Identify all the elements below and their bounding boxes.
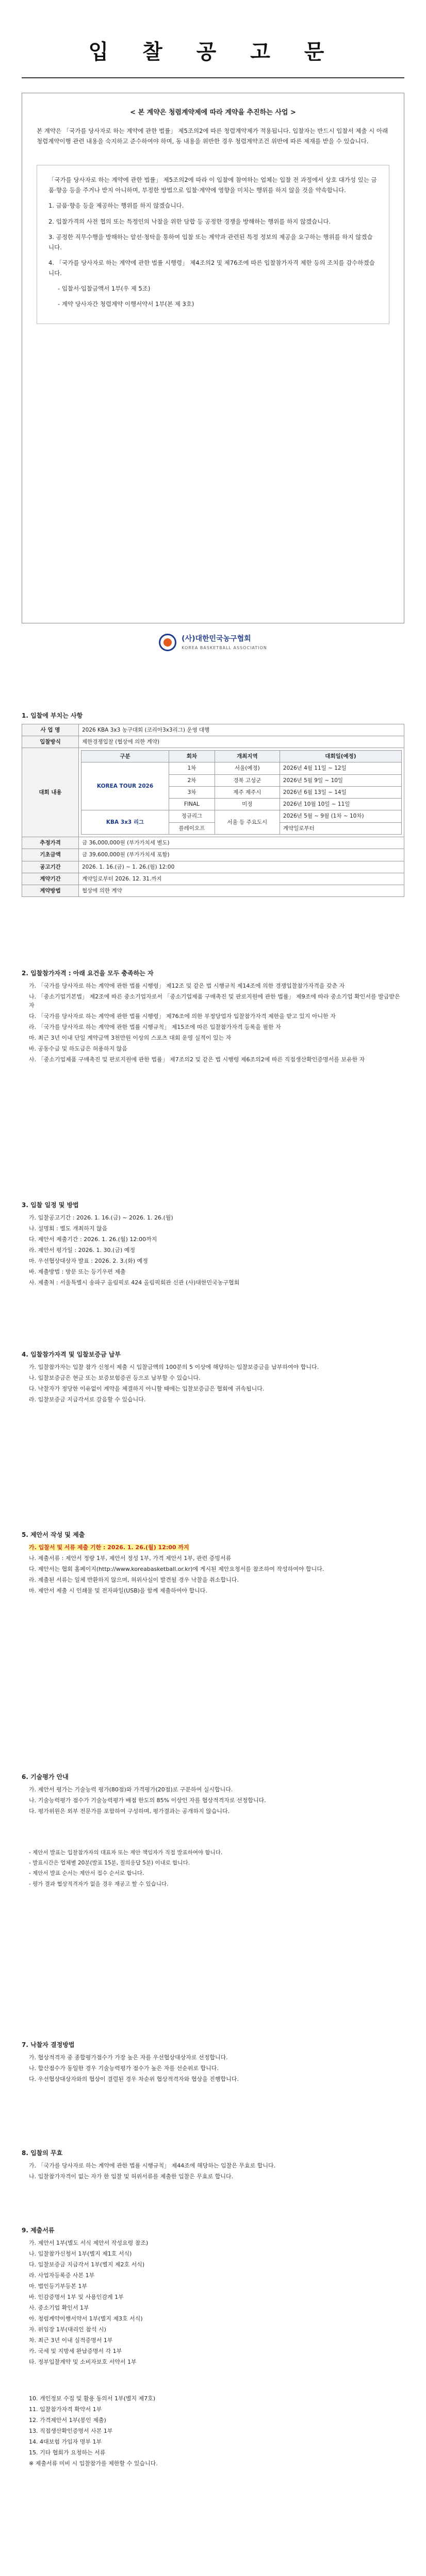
list-item: 15. 기타 협회가 요청하는 서류 [29,2449,106,2456]
org-name-en: KOREA BASKETBALL ASSOCIATION [182,645,267,650]
deadline-notice [22,1543,404,1552]
list-item: 타. 정부입찰계약 및 소비자보호 서약서 1부 [29,2359,137,2366]
list-item: 나. 입찰보증금은 현금 또는 보증보험증권 등으로 납부할 수 있습니다. [29,1374,201,1381]
notice-item: 4. 「국가를 당사자로 하는 계약에 관한 법률 시행령」 제4조의2 및 제76조에 따른 입찰참가자격 제한 등의 조치를 감수하겠습니다. [48,259,375,277]
table-cell: KBA 3x3 리그 [81,810,169,835]
row-label: 입찰방식 [22,736,79,748]
col-header: 대회일(예정) [280,751,401,762]
table-cell: 경북 고성군 [215,774,280,786]
list-item: 바. 공동수급 및 하도급은 허용하지 않음 [29,1045,127,1052]
list-item: 다. 입찰보증금 지급각서 1부(별지 제2호 서식) [29,2261,145,2268]
list-item: 가. 협상적격자 중 종합평가점수가 가장 높은 자를 우선협상대상자로 선정합니다. [29,2054,228,2061]
section-3 [22,1200,404,1289]
list-item: 가. 입찰공고기간 : 2026. 1. 16.(금) ~ 2026. 1. 26.(월) [29,1214,173,1221]
table-cell: 계약일로부터 [280,822,401,834]
row-value: 2026. 1. 16.(금) ~ 1. 26.(월) 12:00 [79,861,404,873]
table-cell: KOREA TOUR 2026 [81,762,169,810]
notice-pledge-text: 「국가를 당사자로 하는 계약에 관한 법률」 제5조의2에 따라 이 입찰에 참여하는 업체는 입찰 전 과정에서 상호 대가성 있는 금품·향응 등을 주거나 받지 아니하며, 부정한 방법으로 입찰·계약에 영향을 미치는 행위를 하지 않을 것을 약속합니다. [48,176,377,194]
table-cell: 2026년 6월 13일 ~ 14일 [280,786,401,798]
section-1 [22,711,404,897]
list-item: 카. 국세 및 지방세 완납증명서 각 1부 [29,2348,122,2355]
list-item: 나. 제출서류 : 제안서 정량 1부, 제안서 정성 1부, 가격 제안서 1부, 관련 증빙서류 [29,1554,232,1562]
notice-item: 2. 입찰가격의 사전 협의 또는 특정인의 낙찰을 위한 담합 등 공정한 경쟁을 방해하는 행위를 하지 않겠습니다. [48,217,331,225]
notice-sub-item: - 계약 당사자간 청렴계약 이행서약서 1부(본 제 3호) [58,300,194,308]
section-5 [22,1530,404,1597]
bid-overview-table [22,724,404,897]
section-title: 7. 낙찰자 결정방법 [22,2041,75,2048]
list-item: 10. 개인정보 수집 및 활용 동의서 1부(별지 제7호) [29,2395,156,2402]
table-cell: 2026년 5월 9일 ~ 10일 [280,774,401,786]
list-item: 라. 제안서 평가일 : 2026. 1. 30.(금) 예정 [29,1246,136,1253]
kba-logo-icon [159,634,176,651]
row-value: 2026 KBA 3x3 농구대회 (코리아3x3리그) 운영 대행 [79,724,404,736]
note-item: - 제안서 발표 순서는 제안서 접수 순서로 합니다. [29,1870,144,1877]
list-item: 라. 사업자등록증 사본 1부 [29,2272,95,2279]
table-cell: FINAL [169,799,215,810]
list-item: 마. 법인등기부등본 1부 [29,2282,88,2290]
section-9 [22,2226,404,2470]
list-item: 바. 제출방법 : 방문 또는 등기우편 제출 [29,1268,126,1275]
document-title-wrap [0,36,426,68]
section-8 [22,2148,404,2183]
note-item: - 평가 결과 협상적격자가 없을 경우 재공고 할 수 있습니다. [29,1880,169,1887]
row-label: 대회 내용 [22,748,79,837]
section-7 [22,2040,404,2086]
list-item: 라. 입찰보증금 지급각서로 갈음할 수 있습니다. [29,1396,146,1403]
table-cell: 서울 등 주요도시 [215,810,280,835]
row-value: 계약일로부터 2026. 12. 31.까지 [79,873,404,885]
list-item: 사. 중소기업 확인서 1부 [29,2304,89,2311]
note-item: - 발표시간은 업체별 20분(발표 15분, 질의응답 5분) 이내로 합니다. [29,1860,190,1866]
event-schedule-table [81,750,402,835]
table-cell: 정규리그 [169,810,215,822]
notice-heading: < 본 계약은 청렴계약제에 따라 계약을 추진하는 사업 > [130,109,296,116]
list-item: 12. 가격제안서 1부(봉인 제출) [29,2417,106,2424]
row-label: 추정가격 [22,837,79,849]
list-item: 다. 제안서는 협회 홈페이지(http://www.koreabasketball.or.kr)에 게시된 제안요청서를 참조하여 작성하여야 합니다. [29,1565,324,1572]
row-value: 제한경쟁입찰 (협상에 의한 계약) [79,736,404,748]
list-item: 라. 「국가를 당사자로 하는 계약에 관한 법률 시행규칙」 제15조에 따른 입찰참가자격 등록을 필한 자 [29,1023,281,1030]
document-title: 입 찰 공 고 문 [88,40,338,64]
list-item: 가. 「국가를 당사자로 하는 계약에 관한 법률 시행령」 제12조 및 같은 법 시행규칙 제14조에 의한 경쟁입찰참가자격을 갖춘 자 [29,982,345,989]
row-label: 사 업 명 [22,724,79,736]
list-item: 가. 제안서 1부(별도 서식 제안서 작성요령 참조) [29,2239,149,2246]
section-title: 5. 제안서 작성 및 제출 [22,1531,85,1538]
notice-item: 1. 금품·향응 등을 제공하는 행위를 하지 않겠습니다. [48,202,184,210]
org-name: (사)대한민국농구협회 [182,635,251,643]
list-item: 14. 4대보험 가입자 명부 1부 [29,2438,102,2446]
list-item: 마. 최근 3년 이내 단일 계약금액 3천만원 이상의 스포츠 대회 운영 실적이 있는 자 [29,1034,232,1041]
list-item: 아. 청렴계약이행서약서 1부(별지 제3호 서식) [29,2315,143,2322]
list-item: 나. 「중소기업기본법」 제2조에 따른 중소기업자로서 「중소기업제품 구매촉진 및 판로지원에 관한 법률」 제9조에 따라 중소기업 확인서를 발급받은 자 [29,993,400,1009]
table-row [81,810,402,822]
list-item: 마. 우선협상대상자 발표 : 2026. 2. 3.(화) 예정 [29,1257,148,1264]
table-cell: 플레이오프 [169,822,215,834]
list-item: 나. 입찰참가신청서 1부(별지 제1호 서식) [29,2250,132,2257]
notice-item: 3. 공정한 직무수행을 방해하는 알선·청탁을 통하여 입찰 또는 계약과 관련된 특정 정보의 제공을 요구하는 행위를 하지 않겠습니다. [48,233,373,251]
notice-intro: 본 계약은 「국가를 당사자로 하는 계약에 관한 법률」 제5조의2에 따른 청렴계약제가 적용됩니다. 입찰자는 반드시 입찰서 제출 시 아래 청렴계약이행 관련 내용을 숙지하고 준수하여야 하며, 동 내용을 위반한 경우 청렴계약조건 위반에 따른 제재를 받을 수 있습니다. [37,127,388,145]
col-header: 회차 [169,751,215,762]
table-cell: 1차 [169,762,215,774]
list-item: 가. 제안서 평가는 기술능력 평가(80점)와 가격평가(20점)로 구분하여 실시합니다. [29,1786,233,1793]
note-item: - 제안서 발표는 입찰참가자의 대표자 또는 제안 책임자가 직접 발표하여야 합니다. [29,1849,223,1856]
section-title: 8. 입찰의 무효 [22,2149,63,2157]
list-item: 다. 제안서 제출기간 : 2026. 1. 26.(월) 12:00까지 [29,1235,157,1243]
list-item: 나. 설명회 : 별도 개최하지 않음 [29,1225,108,1232]
list-item: 13. 직접생산확인증명서 사본 1부 [29,2428,113,2435]
list-item: 다. 낙찰자가 정당한 이유없이 계약을 체결하지 아니할 때에는 입찰보증금은 협회에 귀속됩니다. [29,1385,265,1392]
row-label: 공고기간 [22,861,79,873]
list-item: 마. 제안서 제출 시 인쇄물 및 전자파일(USB)을 함께 제출하여야 합니다. [29,1587,207,1594]
notice-pledge [37,165,389,324]
notice-sub-item: - 입찰서·입찰금액서 1부(우 제 5조) [58,285,151,293]
title-divider [22,77,404,78]
list-item: 다. 평가위원은 외부 전문가를 포함하여 구성하며, 평가결과는 공개하지 않습니다. [29,1807,230,1815]
table-cell: 2026년 5월 ~ 9월 (1차 ~ 10차) [280,810,401,822]
list-item: 나. 기술능력평가 점수가 기술능력평가 배점 한도의 85% 이상인 자를 협상적격자로 선정합니다. [29,1797,266,1804]
row-label: 기초금액 [22,849,79,861]
section-title: 4. 입찰참가자격 및 입찰보증금 납부 [22,1351,121,1358]
note-item: ※ 제출서류 미비 시 입찰참가를 제한할 수 있습니다. [29,2460,158,2467]
row-label: 계약방법 [22,885,79,897]
section-title: 3. 입찰 일정 및 방법 [22,1201,79,1209]
list-item: 다. 우선협상대상자와의 협상이 결렬된 경우 차순위 협상적격자와 협상을 진행합니다. [29,2075,239,2082]
col-header: 개최지역 [215,751,280,762]
list-item: 라. 제출된 서류는 일체 반환하지 않으며, 허위사실이 발견될 경우 낙찰을 취소합니다. [29,1576,239,1583]
row-value: 협상에 의한 계약 [79,885,404,897]
table-cell: 2차 [169,774,215,786]
section-2 [22,969,404,1066]
list-item: 차. 최근 3년 이내 실적증명서 1부 [29,2337,113,2344]
table-cell: 미정 [215,799,280,810]
row-value: 금 36,000,000원 (부가가치세 별도) [79,837,404,849]
table-cell: 서울(예정) [215,762,280,774]
list-item: 가. 입찰참가자는 입찰 참가 신청서 제출 시 입찰금액의 100분의 5 이상에 해당하는 입찰보증금을 납부하여야 합니다. [29,1363,319,1370]
row-label: 계약기간 [22,873,79,885]
section-title: 9. 제출서류 [22,2227,55,2234]
list-item: 11. 입찰참가자격 확약서 1부 [29,2406,102,2413]
list-item: 나. 입찰참가자격이 없는 자가 한 입찰 및 허위서류를 제출한 입찰은 무효로 합니다. [29,2173,234,2180]
section-title: 6. 기술평가 안내 [22,1773,69,1781]
integrity-notice-box [22,93,404,623]
section-title: 2. 입찰참가자격 : 아래 요건을 모두 충족하는 자 [22,970,154,977]
section-title: 1. 입찰에 부치는 사항 [22,712,83,719]
section-6 [22,1772,404,1890]
table-cell: 2026년 4월 11일 ~ 12일 [280,762,401,774]
list-item: 바. 인감증명서 1부 및 사용인감계 1부 [29,2293,124,2300]
section-4 [22,1350,404,1406]
row-value: 금 39,600,000원 (부가가치세 포함) [79,849,404,861]
list-item: 사. 「중소기업제품 구매촉진 및 판로지원에 관한 법률」 제7조의2 및 같은 법 시행령 제6조의2에 따른 직접생산확인증명서를 보유한 자 [29,1056,365,1063]
list-item: 자. 위임장 1부(대리인 참석 시) [29,2326,106,2333]
org-logo [0,634,426,654]
deadline-text: 가. 입찰서 및 서류 제출 기한 : 2026. 1. 26.(월) 12:00 까지 [29,1544,189,1551]
table-cell: 2026년 10월 10일 ~ 11일 [280,799,401,810]
table-cell: 제주 제주시 [215,786,280,798]
list-item: 가. 「국가를 당사자로 하는 계약에 관한 법률 시행규칙」 제44조에 해당하는 입찰은 무효로 합니다. [29,2162,276,2169]
table-cell: 3차 [169,786,215,798]
col-header: 구분 [81,751,169,762]
table-row [81,762,402,774]
list-item: 나. 합산점수가 동일한 경우 기술능력평가 점수가 높은 자를 선순위로 합니다. [29,2064,219,2072]
list-item: 사. 제출처 : 서울특별시 송파구 올림픽로 424 올림픽회관 신관 (사)대한민국농구협회 [29,1279,240,1286]
list-item: 다. 「국가를 당사자로 하는 계약에 관한 법률 시행령」 제76조에 의한 부정당업자 입찰참가자격 제한을 받고 있지 아니한 자 [29,1012,336,1020]
